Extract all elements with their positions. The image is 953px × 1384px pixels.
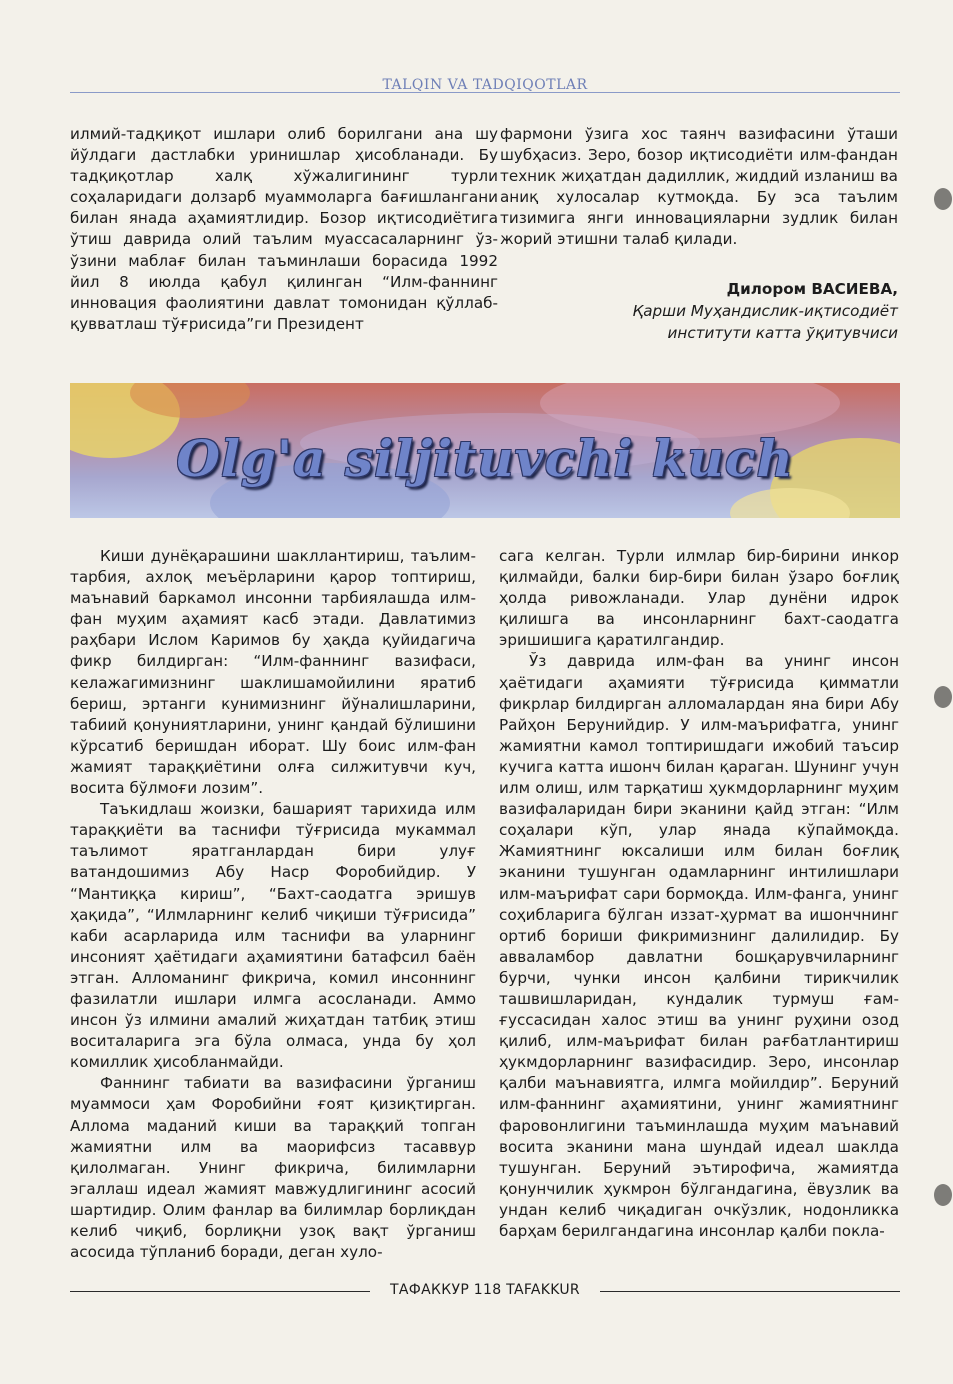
prev-article-left-column (70, 124, 498, 335)
footer-page-label: ТАФАККУР 118 TAFAKKUR (390, 1282, 580, 1298)
page-footer (70, 1280, 900, 1302)
header-rule (70, 92, 900, 93)
footer-rule-left (70, 1291, 370, 1292)
article-paragraph: Фаннинг табиати ва вазифасини ўрганиш муаммоси ҳам Форобийни ғоят қизиқтирган. Аллома маданий киши ва тараққий топган жамиятни илм ва маорифсиз тасаввур қилолмаган. Унинг фикрича, билимларни эгаллаш идеал жамият мавжудлигининг асосий шартидир. Олим фанлар ва билимлар борлиқдан келиб чиқиб, борлиқни узоқ вақт ўрганиш асосида тўпланиб боради, деган хуло- (70, 1074, 476, 1262)
running-header (70, 74, 900, 94)
article-right-column (499, 546, 899, 1242)
binding-hole (934, 188, 952, 210)
article-left-column (70, 546, 476, 1263)
article-paragraph: Ўз даврида илм-фан ва унинг инсон ҳаётидаги аҳамияти тўғрисида қимматли фикрлар билдирган алломалардан яна бири Абу Райҳон Берунийдир. У илм-маърифатга, унинг жамиятни камол топтиришдаги ижобий таъсир кучига катта ишонч билан қараган. Шунинг учун илм олиш, илм тарқатиш ҳукмдорларнинг муҳим вазифаларидан бири эканини қайд этган: “Илм соҳалари кўп, улар янада кўпаймоқда. Жамиятнинг юксалиши илм билан боғлиқ эканини тушунган одамларнинг интилишлари илм-маърифат сари бормоқда. Илм-фанга, унинг соҳибларига бўлган иззат-ҳурмат ва ишончнинг ортиб бориши фикримизнинг далилидир. Бу авваламбор давлатни бошқарувчиларнинг бурчи, чунки инсон қалбини тирикчилик ташвишларидан, кундалик турмуш ғам-ғуссасидан халос этиш ва унинг руҳини озод қилиб, илм-маърифат билан рағбатлантириш ҳукмдорларнинг вазифасидир. Зеро, инсонлар қалби маънавиятга, илмга мойилдир”. Беруний илм-фаннинг аҳамиятини, унинг жамиятнинг фаровонлигини таъминлашда муҳим маънавий восита эканини мана шундай идеал шаклда тушунган. Беруний эътирофича, жамиятда қонунчилик ҳукмрон бўлгандагина, ёвузлик ва ундан келиб чиқадиган очкўзлик, нодонликка барҳам берилгандагина инсонлар қалби покла- (499, 652, 899, 1240)
prev-article-left-text: илмий-тадқиқот ишлари олиб борилгани ана шу йўлдаги дастлабки уринишлар ҳисобланади. Бу тадқиқотлар халқ хўжалигининг турли соҳаларидаги долзарб муаммоларга бағишлангани билан янада аҳамиятлидир. Бозор иқтисодиётига ўтиш даврида олий таълим муассасаларнинг ўз-ўзини маблағ билан таъминлаши борасида 1992 йил 8 июлда қабул қилинган “Илм-фаннинг инновация фаолиятини давлат томонидан қўллаб-қувватлаш тўғрисида”ги Президент (70, 125, 498, 333)
footer-rule-right (600, 1291, 900, 1292)
article-paragraph: Таъкидлаш жоизки, башарият тарихида илм тараққиёти ва таснифи тўғрисида мукаммал таълимот яратганлардан бири улуғ ватандошимиз Абу Наср Форобийдир. У “Мантиққа кириш”, “Бахт-саодатга эришув ҳақида”, “Илмларнинг келиб чиқиши тўғрисида” каби асарларида илм таснифи ва уларнинг инсоният ҳаётидаги аҳамиятини батафсил баён этган. Алломанинг фикрича, комил инсоннинг фазилатли ишлари илмга асосланади. Аммо инсон ўз илмини амалий жиҳатдан татбиқ этиш воситаларига эга бўла олмаса, унда бу ҳол комиллик ҳисобланмайди. (70, 800, 476, 1072)
binding-hole (934, 1184, 952, 1206)
prev-article-right-text: фармони ўзига хос таянч вазифасини ўташи шубҳасиз. Зеро, бозор иқтисодиёти илм-фандан техник жиҳатдан дадиллик, жиддий изланиш ва аниқ хулосалар кутмоқда. Бу эса таълим тизимига янги инновацияларни зудлик билан жорий этишни талаб қилади. (500, 125, 898, 249)
prev-article-right-column (500, 124, 898, 251)
title-banner (70, 383, 900, 518)
article-paragraph: Киши дунёқарашини шакллантириш, таълим-тарбия, ахлоқ меъёрларини қарор топтириш, маънавий баркамол инсонни тарбиялашда илм-фан муҳим аҳамият касб этади. Давлатимиз раҳбари Ислом Каримов бу ҳақда қуйидагича фикр билдирган: “Илм-фаннинг вазифаси, келажагимизнинг шаклишамойилини яратиб бериш, эртанги кунимизнинг йўналишларини, табиий қонуниятларини, унинг қандай бўлишини кўрсатиб беришдан иборат. Шу боис илм-фан жамият тараққиётини олға силжитувчи куч, восита бўлмоғи лозим”. (70, 547, 476, 798)
article-title: Olg'a siljituvchi kuch (176, 429, 794, 488)
section-title: TALQIN VA TADQIQOTLAR (382, 77, 588, 93)
author-name: Дилором ВАСИЕВА, (726, 280, 898, 298)
author-affiliation-2: институти катта ўқитувчиси (667, 324, 898, 342)
binding-hole (934, 686, 952, 708)
author-affiliation-1: Қарши Муҳандислик-иқтисодиёт (632, 302, 898, 320)
article-paragraph: сага келган. Турли илмлар бир-бирини инкор қилмайди, балки бир-бири билан ўзаро боғлиқ ҳолда ривожланади. Улар дунёни идрок қилишга ва инсонларнинг бахт-саодатга эришишига қаратилгандир. (499, 547, 899, 650)
author-signature (500, 278, 898, 344)
